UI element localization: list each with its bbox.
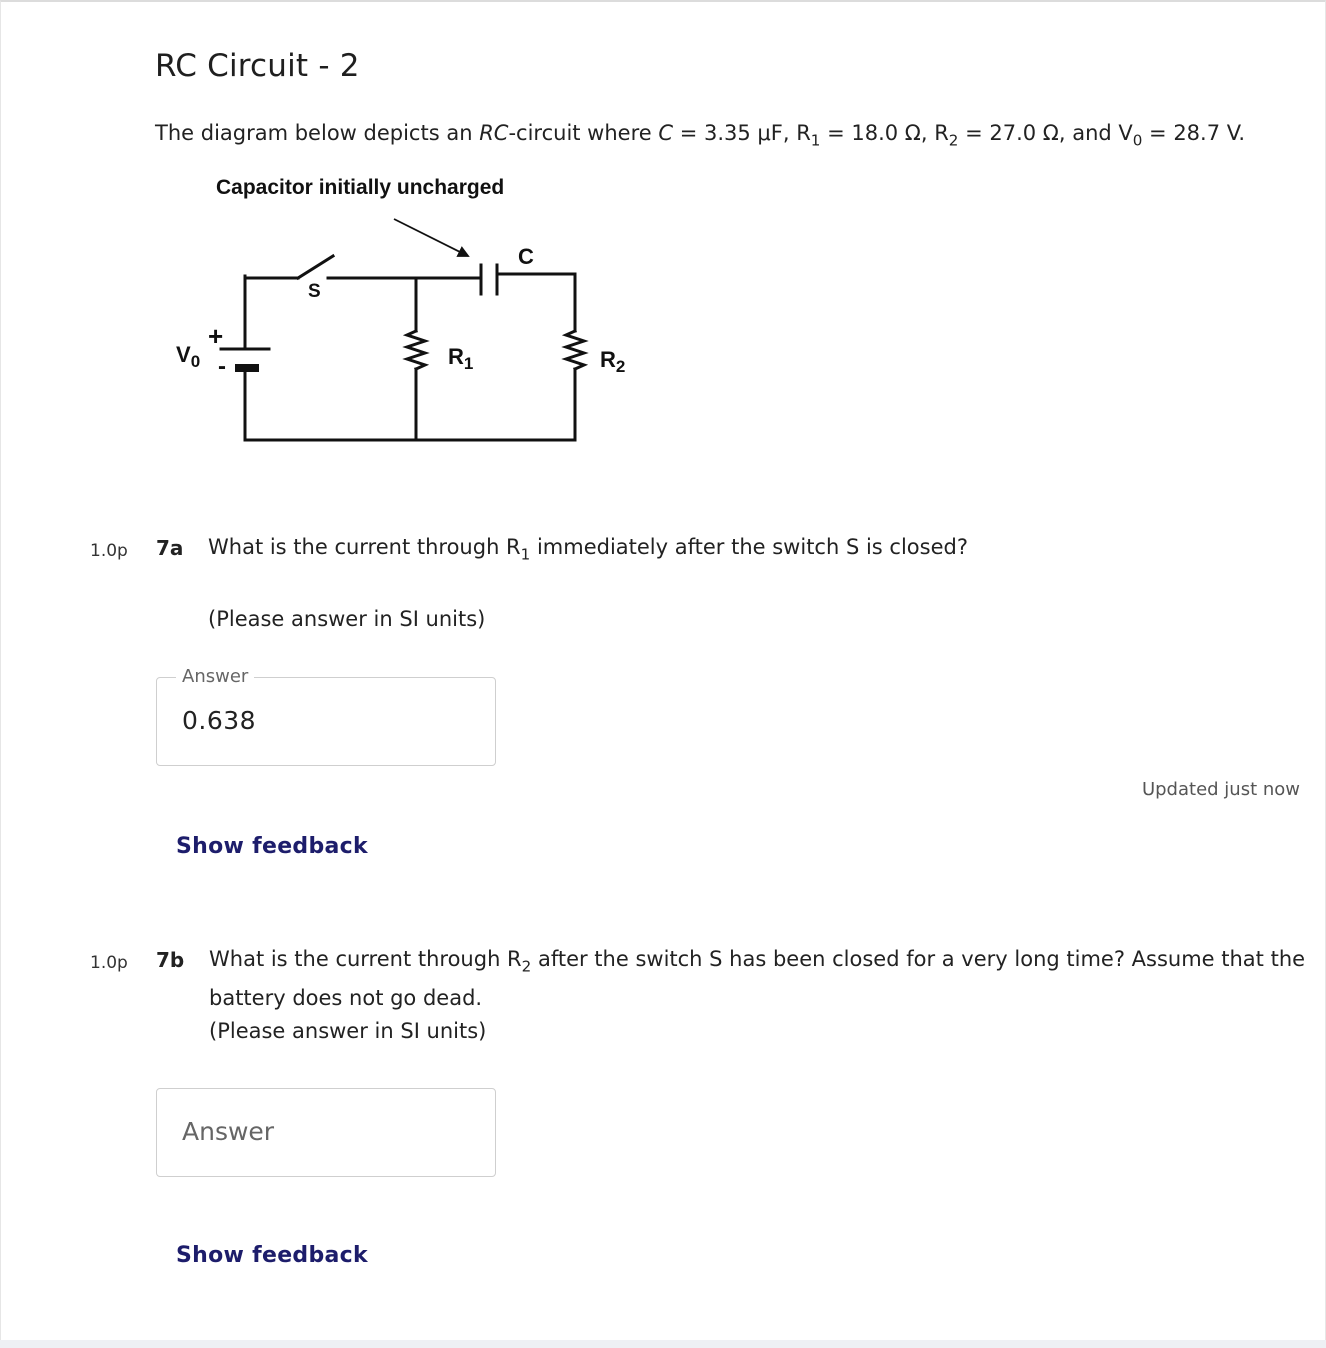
problem-intro: The diagram below depicts an RC-circuit where C = 3.35 μF, $R_1 = 18.0$ Ω, $R_2 = 27.0$ Ω, and $V_0 = 28.7$ V. (155, 121, 1246, 150)
q7a-answer-value[interactable]: 0.638 (182, 706, 257, 735)
resistor-r1 (407, 331, 425, 369)
battery-plate-short (235, 364, 259, 372)
q7b-points: 1.0p (90, 953, 128, 973)
q7a-number: 7a (156, 536, 184, 560)
q7a-answer-legend: Answer (176, 666, 254, 687)
bottom-strip (0, 1340, 1326, 1348)
q7b-answer-field[interactable] (156, 1088, 496, 1177)
q7a-units-note: (Please answer in SI units) (208, 607, 486, 631)
label-v0: $V_0$ (176, 342, 201, 371)
label-r1: $R_1$ (448, 344, 474, 373)
label-s: S (308, 281, 321, 302)
diagram-caption: Capacitor initially uncharged (216, 176, 505, 199)
q7b-question-text-line2: battery does not go dead. (209, 986, 483, 1010)
label-r2: $R_2$ (600, 347, 626, 376)
q7a-show-feedback-link[interactable]: Show feedback (176, 834, 368, 859)
circuit-diagram (150, 168, 650, 458)
label-c: C (518, 244, 534, 269)
label-plus: + (208, 321, 224, 351)
q7a-points: 1.0p (90, 541, 128, 561)
page-title: RC Circuit - 2 (155, 48, 360, 84)
q7b-answer-placeholder[interactable]: Answer (182, 1117, 275, 1146)
label-minus: - (218, 353, 226, 380)
q7b-number: 7b (156, 948, 185, 972)
switch-lever (298, 256, 333, 278)
resistor-r2 (566, 331, 584, 369)
q7a-updated-status: Updated just now (1141, 779, 1300, 800)
q7a-question-text: What is the current through $R_1$ immediately after the switch S is closed? (208, 535, 968, 564)
q7b-show-feedback-link[interactable]: Show feedback (176, 1243, 368, 1268)
q7b-question-text: What is the current through $R_2$ after the switch S has been closed for a very long time? Assume that the (209, 947, 1306, 976)
q7a-answer-field[interactable] (156, 666, 496, 766)
q7b-units-note: (Please answer in SI units) (209, 1019, 487, 1043)
battery-arrow (394, 219, 468, 256)
